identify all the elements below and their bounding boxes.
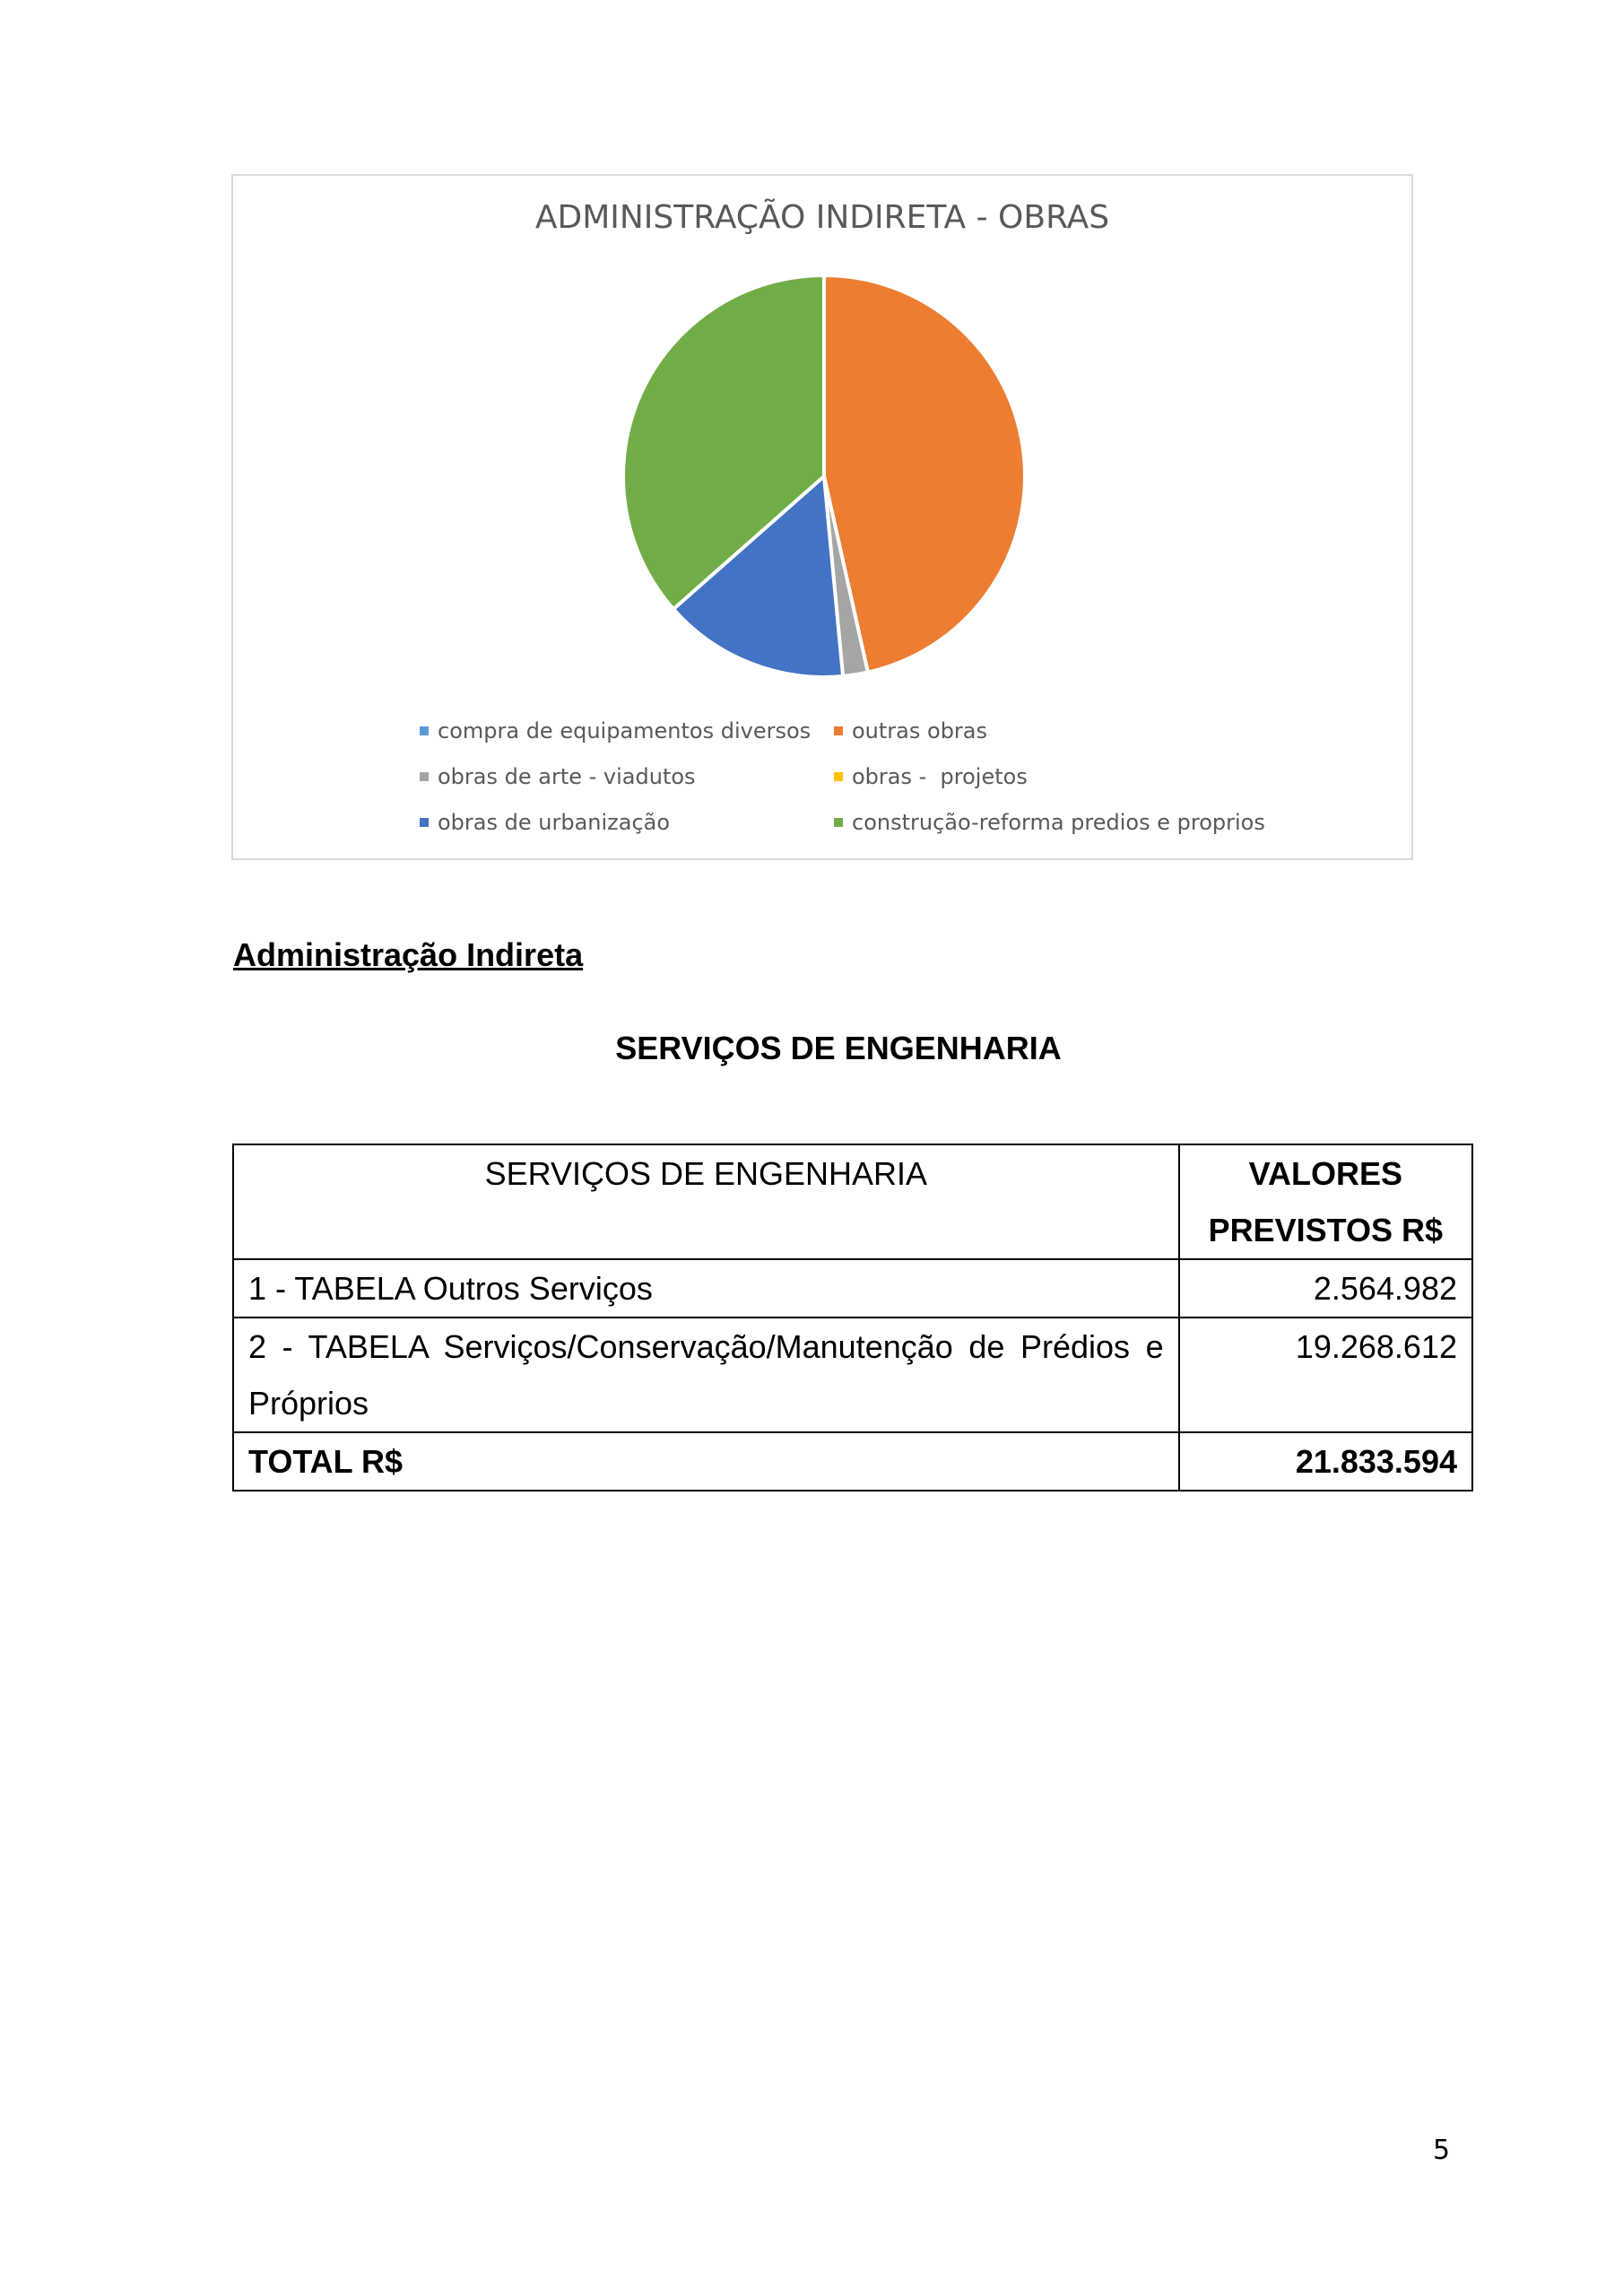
section-heading: Administração Indireta (233, 936, 584, 973)
legend-swatch (420, 726, 429, 735)
pie-chart-svg (233, 176, 1415, 862)
legend-label: construção-reforma predios e proprios (852, 810, 1265, 835)
row-description: 2 - TABELA Serviços/Conservação/Manutenção de Prédios e Próprios (233, 1318, 1179, 1432)
header-description: SERVIÇOS DE ENGENHARIA (233, 1144, 1179, 1259)
legend-label: outras obras (852, 718, 988, 744)
legend-swatch (834, 726, 843, 735)
legend-swatch (834, 772, 843, 781)
table-total-row (233, 1432, 1472, 1491)
row-value: 2.564.982 (1179, 1259, 1472, 1318)
row-value: 19.268.612 (1179, 1318, 1472, 1432)
legend-swatch (420, 818, 429, 827)
services-table (232, 1144, 1473, 1492)
page-number: 5 (1433, 2135, 1451, 2166)
legend-swatch (834, 818, 843, 827)
legend-item-construcao (834, 810, 1265, 835)
total-value: 21.833.594 (1179, 1432, 1472, 1491)
legend-item-viadutos (420, 764, 696, 789)
legend-label: obras de urbanização (438, 810, 671, 835)
legend-item-outras-obras (834, 718, 987, 744)
legend-label: obras - projetos (852, 764, 1028, 789)
chart-title: ADMINISTRAÇÃO INDIRETA - OBRAS (534, 199, 1110, 236)
pie-chart (231, 174, 1413, 860)
legend-label: compra de equipamentos diversos (438, 718, 812, 744)
table-row (233, 1259, 1472, 1318)
table-header-row (233, 1144, 1472, 1259)
legend-item-projetos (834, 764, 1028, 789)
row-description: 1 - TABELA Outros Serviços (233, 1259, 1179, 1318)
header-values: VALORES PREVISTOS R$ (1179, 1144, 1472, 1259)
legend-item-compra (420, 718, 811, 744)
total-label: TOTAL R$ (233, 1432, 1179, 1491)
legend-swatch (420, 772, 429, 781)
legend-label: obras de arte - viadutos (438, 764, 696, 789)
legend-item-urbanizacao (420, 810, 670, 835)
table-title: SERVIÇOS DE ENGENHARIA (615, 1030, 1062, 1066)
table-row (233, 1318, 1472, 1432)
